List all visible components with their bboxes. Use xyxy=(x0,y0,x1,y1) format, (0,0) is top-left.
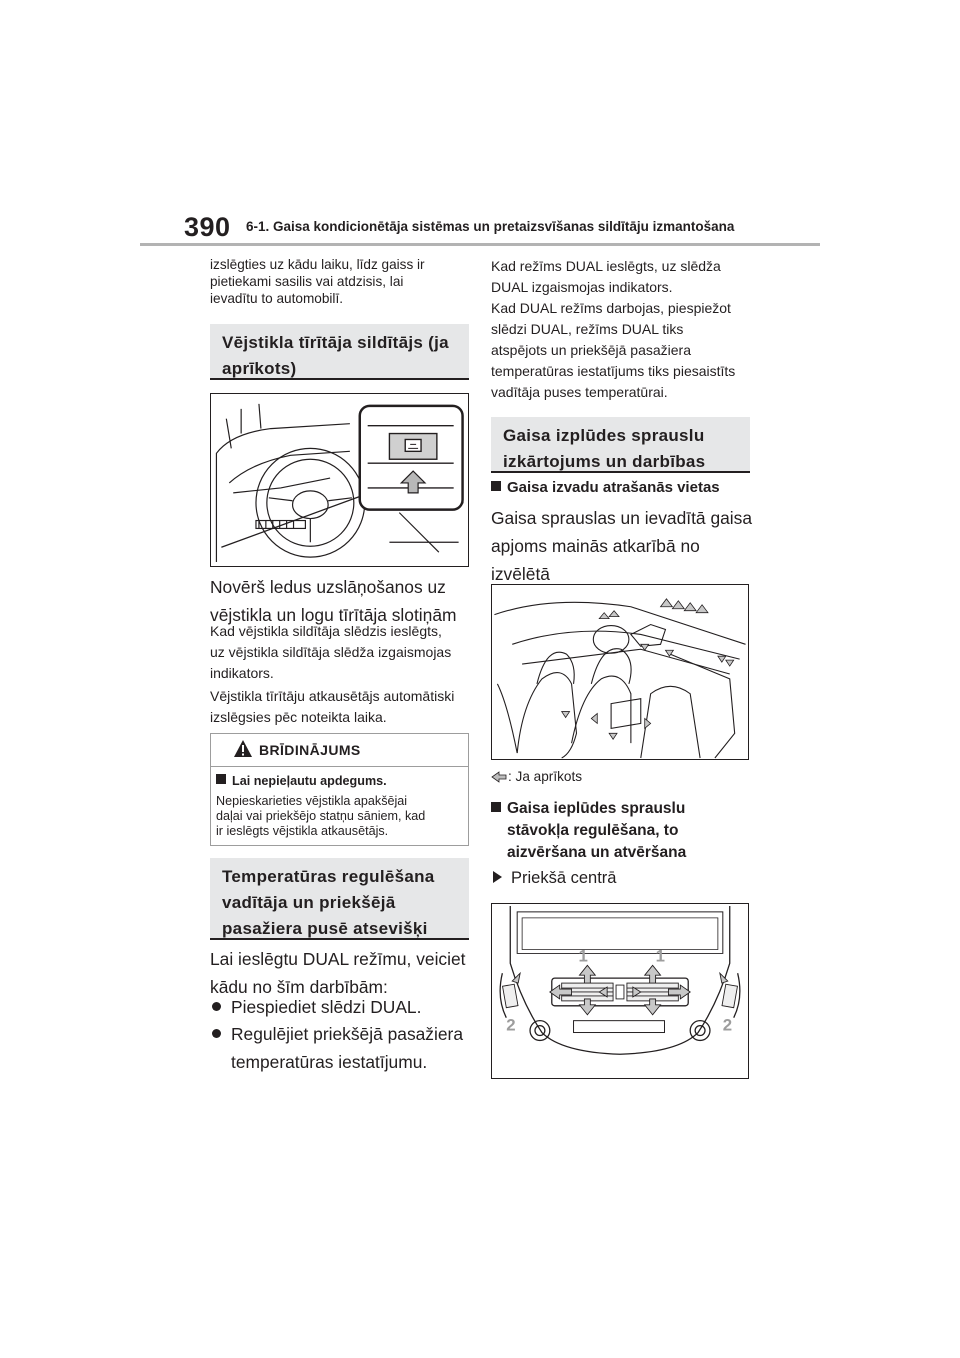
figure-windshield-heater-switch xyxy=(210,393,469,567)
warning-text: Nepieskarieties vējstikla apakšējai daļai vai priekšējo statņu sāniem, kad ir ieslēgts vējstikla atkausētājs. xyxy=(216,794,426,838)
paragraph-auto-off: Vējstikla tīrītāju atkausētājs automātiski izslēgsies pēc noteikta laika. xyxy=(210,688,455,725)
outlet-arrow-icon xyxy=(491,771,507,783)
cabin-illustration xyxy=(492,585,748,759)
figure-label-2-right: 2 xyxy=(722,1015,733,1035)
paragraph-indicator: Kad vējstikla sildītāja slēdzis ieslēgts, uz vējstikla sildītāja slēdža izgaismojas indikators. xyxy=(210,623,452,681)
paragraph-dual-cancel: Kad DUAL režīms darbojas, piespiežot slēdzi DUAL, režīms DUAL tiks atspējots un priekšējā pasažiera temperatūras iestatījums tiks piesaistīts vadītāja puses temperatūrai. xyxy=(491,300,736,400)
description-windshield-heater: Novērš ledus uzslāņošanos uz vējstikla un logu tīrītāja slotiņām xyxy=(210,577,457,625)
section-heading-air-outlets: Gaisa izplūdes sprauslu izkārtojums un darbības xyxy=(491,417,750,473)
header-rule xyxy=(140,243,820,246)
chapter-title: 6-1. Gaisa kondicionētāja sistēmas un pretaizsvīšanas sildītāju izmantošana xyxy=(246,219,735,234)
triangle-bullet-icon xyxy=(493,871,502,883)
bullet-dot-icon xyxy=(212,1029,221,1038)
warning-box xyxy=(210,733,469,846)
section-heading-windshield-heater: Vējstikla tīrītāja sildītājs (ja aprīkots) xyxy=(210,324,469,380)
square-bullet-icon xyxy=(216,774,226,784)
dashboard-illustration xyxy=(211,394,468,566)
figure-label-2-left: 2 xyxy=(506,1015,516,1035)
warning-triangle-icon xyxy=(233,739,253,758)
paragraph-dual-mode: Lai ieslēgtu DUAL režīmu, veiciet kādu no šīm darbībām: xyxy=(210,949,466,997)
paragraph-airflow: Gaisa sprauslas un ievadītā gaisa apjoms mainās atkarībā no izvēlētā xyxy=(491,508,753,584)
bullet-item: Piespiediet slēdzi DUAL. xyxy=(212,993,474,1021)
intro-text: izslēgties uz kādu laiku, līdz gaiss ir pietiekami sasilis vai atdzisis, lai ievadītu to automobilī. xyxy=(210,257,425,306)
page-number: 390 xyxy=(184,212,231,242)
bullet-dot-icon xyxy=(212,1002,221,1011)
figure-label-1-left: 1 xyxy=(578,946,588,966)
subheading-outlet-locations: Gaisa izvadu atrašanās vietas xyxy=(491,479,720,496)
center-vents-illustration xyxy=(492,904,748,1078)
section-heading-dual-temperature: Temperatūras regulēšana vadītāja un priekšējā pasažiera pusē atsevišķi xyxy=(210,858,469,940)
square-bullet-icon xyxy=(491,802,501,812)
figure-front-center-vents xyxy=(491,903,749,1079)
legend-if-equipped: : Ja aprīkots xyxy=(491,769,582,784)
square-bullet-icon xyxy=(491,481,501,491)
subheading-outlet-adjustment: Gaisa ieplūdes sprauslu stāvokļa regulēšana, to aizvēršana un atvēršana xyxy=(491,798,686,864)
figure-cabin-air-outlets xyxy=(491,584,749,760)
subheading-front-center: Priekšā centrā xyxy=(493,869,616,888)
bullet-item: Regulējiet priekšējā pasažiera temperatūras iestatījumu. xyxy=(212,1020,474,1076)
paragraph-dual-indicator: Kad režīms DUAL ieslēgts, uz slēdža DUAL izgaismojas indikators. xyxy=(491,258,721,295)
figure-label-1-right: 1 xyxy=(655,946,665,966)
warning-subtitle: Lai nepieļautu apdegums. xyxy=(216,774,387,788)
warning-header xyxy=(211,734,468,767)
warning-title: BRĪDINĀJUMS xyxy=(259,742,361,758)
